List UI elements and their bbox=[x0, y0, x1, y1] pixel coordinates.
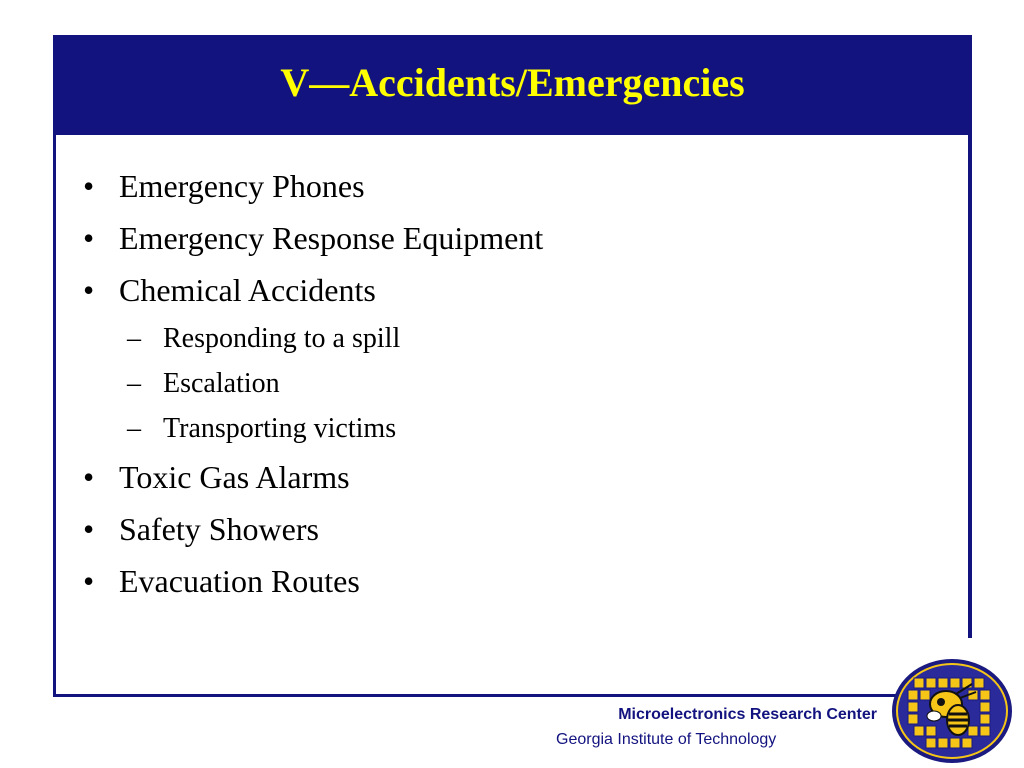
slide-title: V—Accidents/Emergencies bbox=[280, 60, 745, 105]
footer-center-name: Microelectronics Research Center bbox=[618, 706, 877, 723]
sub-bullet-marker: – bbox=[127, 368, 141, 399]
sub-bullet-text: Escalation bbox=[163, 368, 280, 399]
sub-bullet-marker: – bbox=[127, 413, 141, 444]
title-bar bbox=[53, 35, 972, 135]
bullet-marker: • bbox=[83, 168, 95, 204]
bullet-text: Emergency Response Equipment bbox=[119, 220, 544, 256]
bullet-marker: • bbox=[83, 272, 95, 308]
sub-bullet-text: Responding to a spill bbox=[163, 323, 401, 354]
sub-bullet-text: Transporting victims bbox=[163, 413, 397, 444]
bullet-text: Toxic Gas Alarms bbox=[119, 459, 350, 495]
bullet-item bbox=[75, 264, 955, 316]
sub-bullet-item bbox=[75, 406, 955, 451]
bullet-marker: • bbox=[83, 459, 95, 495]
sub-bullet-item bbox=[75, 316, 955, 361]
bullet-text: Emergency Phones bbox=[119, 168, 365, 204]
bullet-item bbox=[75, 212, 955, 264]
bullet-list bbox=[75, 160, 955, 607]
bullet-marker: • bbox=[83, 220, 95, 256]
bullet-item bbox=[75, 555, 955, 607]
bullet-marker: • bbox=[83, 511, 95, 547]
bullet-item bbox=[75, 160, 955, 212]
yellow-jacket-chip-logo-icon bbox=[886, 656, 1018, 766]
sub-bullet-marker: – bbox=[127, 323, 141, 354]
bullet-text: Chemical Accidents bbox=[119, 272, 376, 308]
bullet-item bbox=[75, 503, 955, 555]
footer-institution: Georgia Institute of Technology bbox=[556, 731, 777, 748]
bullet-marker: • bbox=[83, 563, 95, 599]
sub-bullet-item bbox=[75, 361, 955, 406]
bullet-text: Safety Showers bbox=[119, 511, 319, 547]
bullet-text: Evacuation Routes bbox=[119, 563, 360, 599]
bullet-item bbox=[75, 451, 955, 503]
